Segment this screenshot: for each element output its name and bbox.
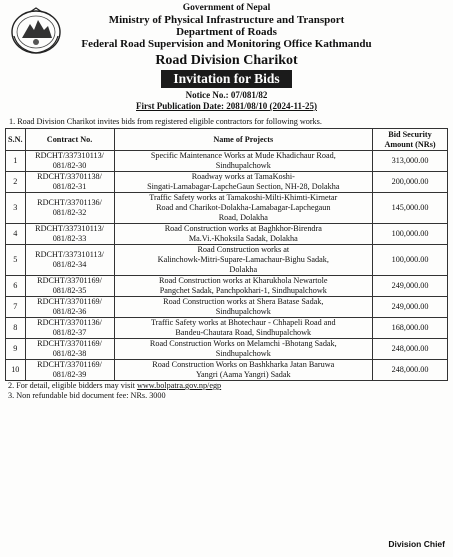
cell-sn-line: 3 — [13, 203, 18, 212]
cell-contract-no — [25, 245, 114, 276]
cell-sn — [6, 318, 26, 339]
cell-bid-security-line: 168,000.00 — [391, 323, 429, 332]
cell-project-name-line: Roadway works at TamaKoshi- — [191, 172, 295, 181]
cell-project-name-line: Road Construction works at Baghkhor-Birendra — [164, 224, 322, 233]
cell-contract-no-line: 081/82-34 — [52, 260, 87, 269]
nepal-government-emblem-icon — [8, 6, 64, 56]
cell-sn — [6, 224, 26, 245]
cell-contract-no-line: RDCHT/33701169/ — [37, 276, 102, 285]
table-row — [6, 360, 448, 381]
cell-contract-no — [25, 339, 114, 360]
cell-sn — [6, 193, 26, 224]
cell-contract-no-line: RDCHT/33701136/ — [37, 318, 102, 327]
cell-contract-no-line: RDCHT/337310113/ — [35, 151, 104, 160]
notice-header — [0, 0, 453, 112]
publication-date: First Publication Date: 2081/08/10 (2024-11-25) — [136, 101, 317, 111]
bolpatra-link[interactable]: www.bolpatra.gov.np/egp — [136, 381, 222, 390]
cell-sn-line: 9 — [13, 344, 18, 353]
cell-contract-no-line: RDCHT/33701169/ — [37, 339, 102, 348]
table-row — [6, 297, 448, 318]
cell-sn — [6, 339, 26, 360]
cell-contract-no — [25, 297, 114, 318]
cell-bid-security — [373, 245, 448, 276]
ministry-name: Ministry of Physical Infrastructure and Transport — [108, 14, 345, 26]
note-detail-text: 2. For detail, eligible bidders may visit — [8, 381, 137, 390]
column-header-project: Name of Projects — [114, 129, 373, 151]
cell-bid-security-line: 200,000.00 — [391, 177, 429, 186]
cell-project-name — [114, 224, 373, 245]
cell-sn — [6, 297, 26, 318]
cell-sn — [6, 151, 26, 172]
cell-sn-line: 4 — [13, 229, 18, 238]
department-name: Department of Roads — [176, 26, 277, 38]
table-row — [6, 339, 448, 360]
cell-bid-security-line: 100,000.00 — [391, 229, 429, 238]
cell-sn — [6, 360, 26, 381]
cell-project-name — [114, 151, 373, 172]
cell-bid-security — [373, 224, 448, 245]
table-row — [6, 276, 448, 297]
cell-contract-no — [25, 193, 114, 224]
cell-project-name-line: Dolakha — [229, 265, 258, 274]
cell-project-name-line: Yangri (Aama Yangri) Sadak — [195, 370, 291, 379]
cell-project-name-line: Road and Charikot-Dolakha-Lamabagar-Lapchegaun — [156, 203, 331, 212]
cell-contract-no-line: RDCHT/33701136/ — [37, 198, 102, 207]
cell-project-name-line: Ma.Vi.-Khoksila Sadak, Dolakha — [188, 234, 298, 243]
cell-contract-no-line: 081/82-30 — [52, 161, 87, 170]
cell-project-name-line: Pangchet Sadak, Panchpokhari-1, Sindhupalchowk — [159, 286, 327, 295]
cell-bid-security — [373, 276, 448, 297]
cell-project-name-line: Bandeu-Chautara Road, Sindhupalchowk — [175, 328, 312, 337]
cell-contract-no-line: 081/82-33 — [52, 234, 87, 243]
cell-project-name — [114, 339, 373, 360]
note-detail — [8, 381, 453, 391]
cell-project-name — [114, 297, 373, 318]
cell-contract-no-line: 081/82-35 — [52, 286, 87, 295]
cell-sn-line: 10 — [11, 365, 20, 374]
column-header-amount: Bid Security Amount (NRs) — [373, 129, 448, 151]
cell-contract-no-line: RDCHT/33701169/ — [37, 297, 102, 306]
bids-table — [5, 128, 448, 381]
table-row — [6, 172, 448, 193]
office-name: Federal Road Supervision and Monitoring Office Kathmandu — [81, 38, 372, 50]
cell-sn — [6, 276, 26, 297]
cell-sn-line: 5 — [13, 255, 18, 264]
cell-bid-security-line: 313,000.00 — [391, 156, 429, 165]
cell-project-name-line: Traffic Safety works at Bhotechaur - Chhapeli Road and — [150, 318, 336, 327]
cell-contract-no — [25, 172, 114, 193]
cell-bid-security-line: 248,000.00 — [391, 344, 429, 353]
cell-contract-no-line: 081/82-31 — [52, 182, 87, 191]
cell-contract-no — [25, 224, 114, 245]
cell-project-name-line: Singati-Lamabagar-LapcheGaun Section, NH-28, Dolakha — [147, 182, 340, 191]
notice-number: Notice No.: 07/081/82 — [185, 90, 268, 100]
table-body — [6, 151, 448, 381]
table-row — [6, 224, 448, 245]
cell-sn — [6, 245, 26, 276]
note-fee: 3. Non refundable bid document fee: NRs. 3000 — [8, 391, 166, 400]
table-row — [6, 318, 448, 339]
cell-contract-no — [25, 318, 114, 339]
cell-bid-security-line: 100,000.00 — [391, 255, 429, 264]
cell-contract-no-line: 081/82-32 — [52, 208, 87, 217]
cell-bid-security — [373, 360, 448, 381]
invitation-banner: Invitation for Bids — [161, 70, 291, 88]
cell-bid-security-line: 249,000.00 — [391, 302, 429, 311]
cell-project-name — [114, 245, 373, 276]
cell-sn-line: 2 — [13, 177, 18, 186]
cell-contract-no — [25, 360, 114, 381]
cell-project-name-line: Sindhupalchowk — [215, 307, 271, 316]
table-row — [6, 193, 448, 224]
cell-contract-no-line: 081/82-36 — [52, 307, 87, 316]
cell-bid-security-line: 145,000.00 — [391, 203, 429, 212]
signature-title: Division Chief — [388, 539, 445, 549]
cell-project-name — [114, 276, 373, 297]
cell-contract-no-line: 081/82-37 — [52, 328, 87, 337]
cell-bid-security — [373, 151, 448, 172]
cell-project-name-line: Sindhupalchowk — [215, 349, 271, 358]
government-name: Government of Nepal — [182, 3, 271, 13]
cell-project-name-line: Road Construction works at Shera Batase Sadak, — [163, 297, 324, 306]
cell-contract-no-line: 081/82-39 — [52, 370, 87, 379]
cell-project-name-line: Traffic Safety works at Tamakoshi-Milti-Khimti-Kirnetar — [149, 193, 338, 202]
intro-text: 1. Road Division Charikot invites bids from registered eligible contractors for following works. — [9, 117, 322, 126]
cell-bid-security — [373, 339, 448, 360]
table-row — [6, 151, 448, 172]
cell-contract-no — [25, 276, 114, 297]
cell-project-name — [114, 193, 373, 224]
cell-sn — [6, 172, 26, 193]
cell-project-name-line: Road Construction works at — [197, 245, 290, 254]
cell-project-name — [114, 172, 373, 193]
table-row — [6, 245, 448, 276]
column-header-sn: S.N. — [6, 129, 26, 151]
cell-project-name-line: Sindhupalchowk — [215, 161, 271, 170]
cell-project-name — [114, 360, 373, 381]
cell-bid-security — [373, 193, 448, 224]
cell-sn-line: 6 — [13, 281, 18, 290]
table-header-row — [6, 129, 448, 151]
cell-bid-security — [373, 297, 448, 318]
cell-contract-no-line: RDCHT/33701138/ — [37, 172, 102, 181]
cell-project-name-line: Road, Dolakha — [218, 213, 268, 222]
cell-project-name-line: Road Construction Works on Bashkharka Jatan Baruwa — [152, 360, 335, 369]
cell-bid-security — [373, 172, 448, 193]
cell-project-name — [114, 318, 373, 339]
cell-project-name-line: Specific Maintenance Works at Mude Khadichaur Road, — [150, 151, 336, 160]
cell-contract-no — [25, 151, 114, 172]
cell-contract-no-line: 081/82-38 — [52, 349, 87, 358]
cell-bid-security-line: 248,000.00 — [391, 365, 429, 374]
cell-project-name-line: Road Construction works at Kharukhola Newartole — [159, 276, 328, 285]
cell-project-name-line: Kalinchowk-Mitri-Supare-Lamachaur-Bighu Sadak, — [157, 255, 329, 264]
column-header-contract: Contract No. — [25, 129, 114, 151]
cell-sn-line: 1 — [13, 156, 18, 165]
cell-bid-security-line: 249,000.00 — [391, 281, 429, 290]
cell-sn-line: 8 — [13, 323, 18, 332]
cell-contract-no-line: RDCHT/337310113/ — [35, 250, 104, 259]
cell-project-name-line: Road Construction Works on Melamchi -Bhotang Sadak, — [149, 339, 337, 348]
division-name: Road Division Charikot — [155, 53, 298, 68]
cell-bid-security — [373, 318, 448, 339]
cell-contract-no-line: RDCHT/337310113/ — [35, 224, 104, 233]
cell-contract-no-line: RDCHT/33701169/ — [37, 360, 102, 369]
cell-sn-line: 7 — [13, 302, 18, 311]
